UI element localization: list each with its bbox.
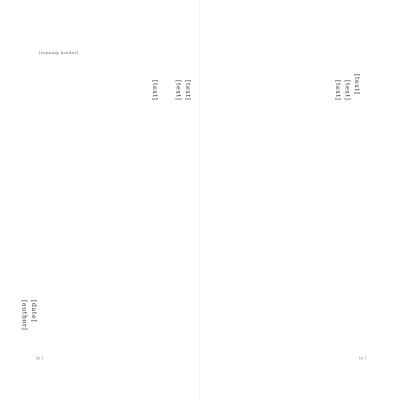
left-paragraph: [text] [174, 80, 182, 101]
right-text-block [208, 74, 361, 331]
page-number-left: [p.] [36, 355, 43, 360]
right-paragraph: [text] [333, 80, 341, 101]
paragraph-gap [159, 74, 173, 331]
running-header: [running header] [39, 50, 79, 55]
left-paragraph: [text] [150, 80, 158, 101]
signature-inner [19, 300, 38, 330]
signature-date: [date] [30, 299, 37, 322]
right-paragraph: [text] [353, 74, 360, 95]
signature-author: [author] [20, 299, 28, 330]
page-number-right: [p.] [359, 355, 366, 360]
right-paragraph: [text] [343, 80, 351, 101]
signature-block [18, 70, 38, 330]
left-text-block [42, 74, 192, 331]
left-paragraph: [text] [184, 80, 191, 101]
right-page [200, 0, 400, 400]
